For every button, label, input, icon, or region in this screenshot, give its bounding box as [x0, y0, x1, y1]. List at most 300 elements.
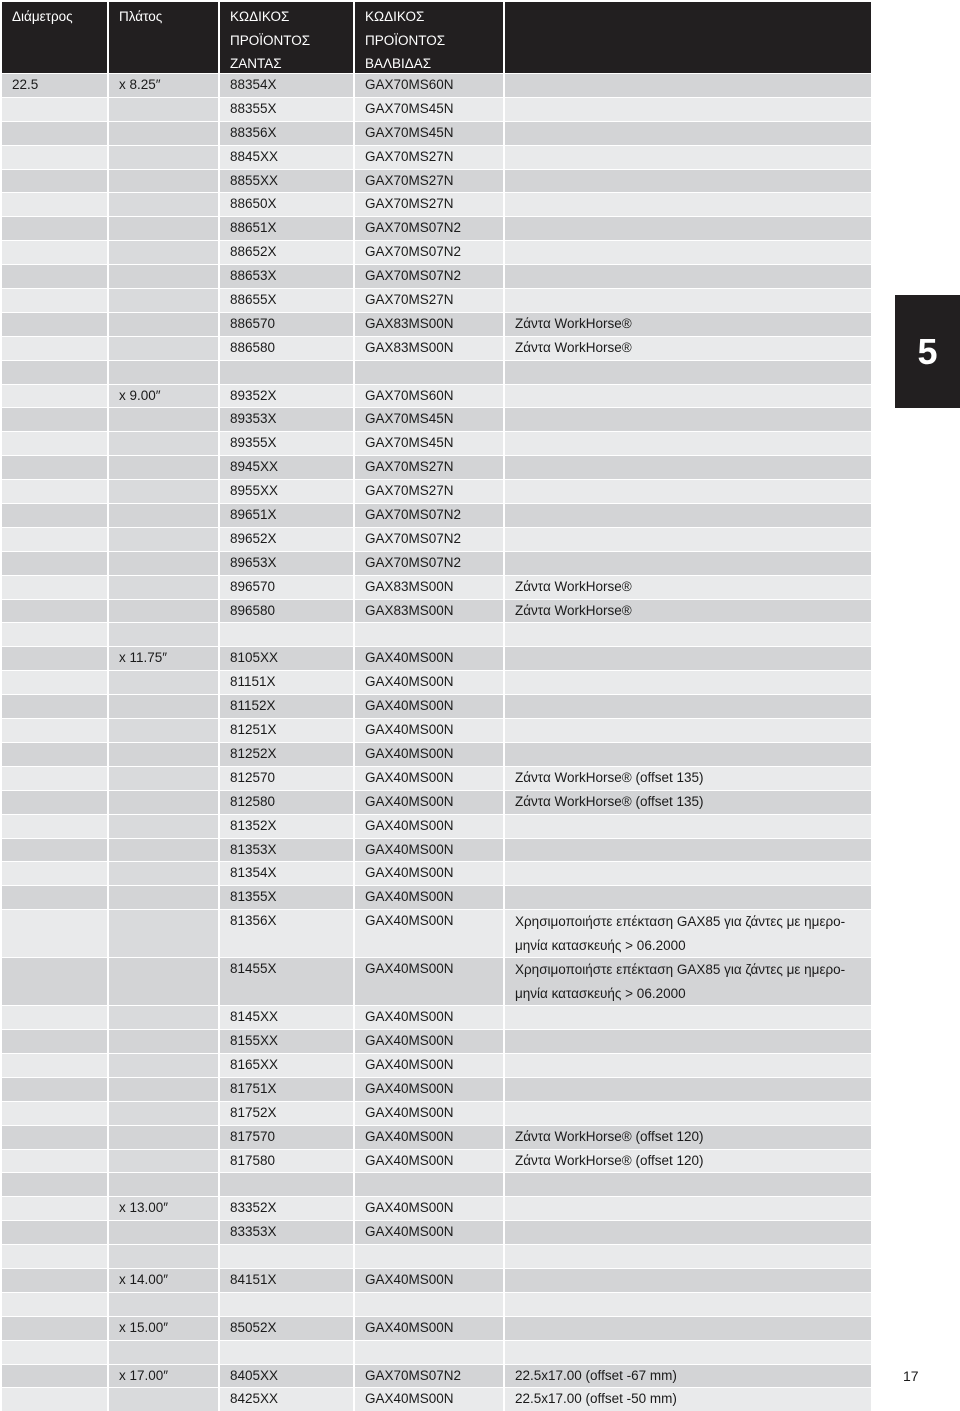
table-cell — [109, 1102, 220, 1125]
table-cell — [505, 862, 871, 885]
table-cell: x 15.00″ — [109, 1317, 220, 1340]
table-cell: GAX70MS07N2 — [355, 504, 505, 527]
table-row — [2, 431, 871, 455]
table-cell: 8165XX — [220, 1054, 355, 1077]
table-cell — [505, 647, 871, 670]
table-cell — [109, 1078, 220, 1101]
table-cell: GAX70MS27N — [355, 456, 505, 479]
table-row — [2, 742, 871, 766]
table-row — [2, 622, 871, 646]
table-cell: 88653X — [220, 265, 355, 288]
table-cell — [505, 1317, 871, 1340]
table-cell — [505, 839, 871, 862]
header-diameter — [2, 2, 109, 73]
table-cell — [109, 623, 220, 646]
table-cell: 8855XX — [220, 170, 355, 193]
table-cell — [505, 146, 871, 169]
page-number: 17 — [903, 1368, 919, 1384]
table-cell — [109, 528, 220, 551]
table-cell — [109, 576, 220, 599]
table-cell — [2, 361, 109, 384]
table-cell: 817580 — [220, 1150, 355, 1173]
table-cell: GAX70MS27N — [355, 170, 505, 193]
section-tab: 5 — [895, 295, 960, 408]
table-row — [2, 1172, 871, 1196]
table-row — [2, 1125, 871, 1149]
table-header — [2, 2, 871, 73]
table-cell — [2, 170, 109, 193]
table-cell — [2, 432, 109, 455]
table-cell: GAX40MS00N — [355, 862, 505, 885]
table-cell: 81455X — [220, 958, 355, 1005]
table-cell: Ζάντα WorkHorse® (offset 135) — [505, 791, 871, 814]
table-cell — [109, 289, 220, 312]
table-cell: GAX40MS00N — [355, 958, 505, 1005]
table-cell: Ζάντα WorkHorse® — [505, 600, 871, 623]
table-cell: GAX40MS00N — [355, 839, 505, 862]
table-cell: 81252X — [220, 743, 355, 766]
table-cell — [2, 1078, 109, 1101]
table-cell: 886570 — [220, 313, 355, 336]
table-cell: 88650X — [220, 193, 355, 216]
table-cell — [2, 289, 109, 312]
table-cell: GAX70MS45N — [355, 408, 505, 431]
table-cell — [109, 910, 220, 957]
table-cell: GAX40MS00N — [355, 671, 505, 694]
table-cell: GAX40MS00N — [355, 1150, 505, 1173]
table-cell — [2, 313, 109, 336]
table-cell — [109, 1245, 220, 1268]
table-cell — [505, 480, 871, 503]
table-cell: Ζάντα WorkHorse® — [505, 576, 871, 599]
table-row — [2, 192, 871, 216]
table-row — [2, 407, 871, 431]
table-cell: 81352X — [220, 815, 355, 838]
table-row — [2, 670, 871, 694]
table-cell — [109, 1126, 220, 1149]
table-cell: 83352X — [220, 1197, 355, 1220]
table-cell — [505, 122, 871, 145]
table-cell — [109, 408, 220, 431]
table-cell: GAX40MS00N — [355, 1054, 505, 1077]
table-row — [2, 216, 871, 240]
table-cell: x 9.00″ — [109, 385, 220, 408]
table-cell — [2, 265, 109, 288]
table-cell: GAX70MS27N — [355, 193, 505, 216]
table-cell: GAX40MS00N — [355, 1006, 505, 1029]
table-row — [2, 264, 871, 288]
table-row — [2, 694, 871, 718]
table-cell — [109, 170, 220, 193]
table-cell — [220, 1341, 355, 1364]
table-cell: Ζάντα WorkHorse® (offset 120) — [505, 1126, 871, 1149]
table-cell — [505, 1102, 871, 1125]
table-cell — [505, 265, 871, 288]
table-row — [2, 718, 871, 742]
table-cell — [505, 1030, 871, 1053]
table-cell — [109, 1150, 220, 1173]
table-cell — [2, 815, 109, 838]
table-cell — [109, 743, 220, 766]
header-line: Διάμετρος — [12, 9, 73, 24]
table-cell — [2, 1245, 109, 1268]
table-cell: Χρησιμοποιήστε επέκταση GAX85 για ζάντες με ημερο- μηνία κατασκευής > 06.2000 — [505, 958, 871, 1005]
table-row — [2, 646, 871, 670]
table-cell — [355, 623, 505, 646]
table-cell: GAX83MS00N — [355, 576, 505, 599]
table-cell: 896570 — [220, 576, 355, 599]
table-row — [2, 1387, 871, 1411]
table-cell — [2, 528, 109, 551]
table-cell: x 13.00″ — [109, 1197, 220, 1220]
table-cell — [505, 385, 871, 408]
table-cell — [2, 1006, 109, 1029]
table-cell — [2, 1221, 109, 1244]
table-cell — [220, 361, 355, 384]
table-cell — [2, 146, 109, 169]
table-cell: 22.5x17.00 (offset -67 mm) — [505, 1365, 871, 1388]
table-cell — [2, 241, 109, 264]
table-cell — [2, 1197, 109, 1220]
table-row — [2, 1316, 871, 1340]
table-cell: x 14.00″ — [109, 1269, 220, 1292]
table-cell — [2, 217, 109, 240]
table-cell — [109, 265, 220, 288]
table-cell: 88651X — [220, 217, 355, 240]
table-cell: 812570 — [220, 767, 355, 790]
table-cell — [2, 504, 109, 527]
table-row — [2, 240, 871, 264]
table-cell — [2, 862, 109, 885]
header-line: ΠΡΟΪΟΝΤΟΣ — [365, 32, 446, 48]
table-row — [2, 1268, 871, 1292]
table-cell: 89355X — [220, 432, 355, 455]
table-row — [2, 885, 871, 909]
table-cell — [109, 193, 220, 216]
table-cell — [2, 408, 109, 431]
table-cell: 89652X — [220, 528, 355, 551]
table-cell — [505, 1293, 871, 1316]
table-cell: GAX40MS00N — [355, 815, 505, 838]
header-line: Πλάτος — [119, 9, 163, 24]
table-cell — [109, 98, 220, 121]
table-cell — [355, 1341, 505, 1364]
table-cell: 817570 — [220, 1126, 355, 1149]
table-cell — [505, 552, 871, 575]
table-row — [2, 1196, 871, 1220]
table-cell: GAX40MS00N — [355, 743, 505, 766]
table-cell: 8425XX — [220, 1388, 355, 1411]
table-cell: 81752X — [220, 1102, 355, 1125]
table-cell — [355, 1173, 505, 1196]
table-cell: GAX70MS27N — [355, 289, 505, 312]
table-cell — [220, 1245, 355, 1268]
table-row — [2, 288, 871, 312]
table-cell: GAX40MS00N — [355, 910, 505, 957]
table-cell: GAX40MS00N — [355, 1126, 505, 1149]
table-cell — [109, 1293, 220, 1316]
table-cell: GAX40MS00N — [355, 719, 505, 742]
table-cell: 84151X — [220, 1269, 355, 1292]
table-cell — [355, 1293, 505, 1316]
table-cell: 8955XX — [220, 480, 355, 503]
table-cell: 8145XX — [220, 1006, 355, 1029]
table-cell — [109, 695, 220, 718]
table-cell: GAX40MS00N — [355, 695, 505, 718]
table-cell — [505, 695, 871, 718]
table-row — [2, 1292, 871, 1316]
table-cell — [109, 480, 220, 503]
table-row — [2, 599, 871, 623]
table-cell — [2, 1126, 109, 1149]
table-cell — [505, 289, 871, 312]
table-cell: x 17.00″ — [109, 1365, 220, 1388]
table-cell: 81251X — [220, 719, 355, 742]
table-row — [2, 1340, 871, 1364]
table-row — [2, 838, 871, 862]
table-row — [2, 1029, 871, 1053]
table-cell — [505, 361, 871, 384]
table-cell — [2, 98, 109, 121]
table-cell — [109, 552, 220, 575]
table-row — [2, 503, 871, 527]
table-cell: 81354X — [220, 862, 355, 885]
table-cell: GAX70MS07N2 — [355, 1365, 505, 1388]
table-cell: 89653X — [220, 552, 355, 575]
header-line: ΚΩΔΙΚΟΣ — [230, 9, 290, 24]
table-cell: Ζάντα WorkHorse® — [505, 313, 871, 336]
table-cell: GAX40MS00N — [355, 1030, 505, 1053]
table-cell — [2, 600, 109, 623]
table-cell: 88354X — [220, 74, 355, 97]
table-cell — [2, 480, 109, 503]
header-valve-code — [355, 2, 505, 73]
table-cell: 85052X — [220, 1317, 355, 1340]
table-row — [2, 121, 871, 145]
table-cell: 89353X — [220, 408, 355, 431]
table-cell — [2, 552, 109, 575]
table-cell — [2, 1341, 109, 1364]
table-cell — [505, 217, 871, 240]
table-cell — [505, 241, 871, 264]
table-row — [2, 1053, 871, 1077]
table-cell — [505, 1269, 871, 1292]
table-cell — [505, 456, 871, 479]
table-cell — [2, 839, 109, 862]
table-cell — [2, 1054, 109, 1077]
table-cell: 8405XX — [220, 1365, 355, 1388]
table-cell — [109, 1388, 220, 1411]
table-cell — [109, 217, 220, 240]
table-cell: 896580 — [220, 600, 355, 623]
table-row — [2, 766, 871, 790]
table-cell: GAX40MS00N — [355, 767, 505, 790]
table-cell: 886580 — [220, 337, 355, 360]
table-cell — [505, 1173, 871, 1196]
table-cell — [505, 193, 871, 216]
table-cell — [109, 313, 220, 336]
table-cell — [109, 719, 220, 742]
table-cell: 81751X — [220, 1078, 355, 1101]
table-cell — [2, 1317, 109, 1340]
table-cell — [505, 74, 871, 97]
table-cell — [109, 958, 220, 1005]
table-cell: GAX70MS07N2 — [355, 217, 505, 240]
table-row — [2, 861, 871, 885]
table-cell — [109, 839, 220, 862]
header-rim-code — [220, 2, 355, 73]
header-width — [109, 2, 220, 73]
table-cell — [505, 719, 871, 742]
table-cell — [505, 98, 871, 121]
table-row — [2, 814, 871, 838]
header-line: ΖΑΝΤΑΣ — [230, 56, 282, 71]
table-cell: GAX40MS00N — [355, 1269, 505, 1292]
table-cell — [109, 886, 220, 909]
table-cell — [220, 623, 355, 646]
table-cell: 81356X — [220, 910, 355, 957]
table-cell: 88356X — [220, 122, 355, 145]
table-cell: 81355X — [220, 886, 355, 909]
table-cell: GAX40MS00N — [355, 1221, 505, 1244]
table-cell — [109, 432, 220, 455]
table-cell — [2, 122, 109, 145]
table-cell: GAX40MS00N — [355, 1197, 505, 1220]
table-cell: 8155XX — [220, 1030, 355, 1053]
table-cell — [2, 671, 109, 694]
table-cell: GAX40MS00N — [355, 1317, 505, 1340]
table-cell — [2, 886, 109, 909]
table-cell — [2, 910, 109, 957]
table-cell: GAX83MS00N — [355, 337, 505, 360]
table-row — [2, 1005, 871, 1029]
table-cell: Ζάντα WorkHorse® — [505, 337, 871, 360]
table-cell — [109, 600, 220, 623]
table-cell — [505, 504, 871, 527]
table-row — [2, 97, 871, 121]
table-cell — [2, 456, 109, 479]
table-cell — [2, 1388, 109, 1411]
table-row — [2, 575, 871, 599]
table-cell — [109, 1054, 220, 1077]
table-cell: GAX83MS00N — [355, 600, 505, 623]
table-cell — [355, 1245, 505, 1268]
table-cell — [2, 767, 109, 790]
table-cell: 22.5 — [2, 74, 109, 97]
table-cell — [505, 408, 871, 431]
table-cell: Χρησιμοποιήστε επέκταση GAX85 για ζάντες με ημερο- μηνία κατασκευής > 06.2000 — [505, 910, 871, 957]
table-cell — [109, 1006, 220, 1029]
table-cell — [2, 385, 109, 408]
table-cell — [505, 886, 871, 909]
table-row — [2, 455, 871, 479]
table-cell — [505, 1054, 871, 1077]
table-cell: GAX70MS07N2 — [355, 552, 505, 575]
table-cell — [109, 767, 220, 790]
table-cell — [2, 337, 109, 360]
header-line: ΠΡΟΪΟΝΤΟΣ — [230, 32, 311, 48]
table-cell: Ζάντα WorkHorse® (offset 120) — [505, 1150, 871, 1173]
table-cell — [505, 671, 871, 694]
table-cell — [2, 193, 109, 216]
table-row — [2, 551, 871, 575]
table-cell: GAX40MS00N — [355, 647, 505, 670]
table-cell: GAX40MS00N — [355, 1078, 505, 1101]
table-cell — [109, 1221, 220, 1244]
header-line: ΒΑΛΒΙΔΑΣ — [365, 56, 432, 71]
table-cell — [2, 791, 109, 814]
table-cell: GAX70MS07N2 — [355, 528, 505, 551]
table-cell — [505, 432, 871, 455]
header-line: ΚΩΔΙΚΟΣ — [365, 9, 425, 24]
table-cell: GAX70MS45N — [355, 122, 505, 145]
table-cell — [2, 695, 109, 718]
table-cell: 8105XX — [220, 647, 355, 670]
table-row — [2, 312, 871, 336]
table-cell — [2, 719, 109, 742]
table-row — [2, 1244, 871, 1268]
table-row — [2, 909, 871, 957]
table-body — [2, 73, 871, 1411]
table-cell — [2, 743, 109, 766]
table-cell: 81152X — [220, 695, 355, 718]
table-row — [2, 1077, 871, 1101]
table-cell: x 8.25″ — [109, 74, 220, 97]
table-row — [2, 73, 871, 97]
table-cell — [505, 528, 871, 551]
table-row — [2, 957, 871, 1005]
table-cell: 88355X — [220, 98, 355, 121]
table-cell: GAX70MS27N — [355, 480, 505, 503]
table-cell — [355, 361, 505, 384]
table-cell — [109, 504, 220, 527]
table-cell — [505, 815, 871, 838]
table-cell: GAX40MS00N — [355, 1388, 505, 1411]
table-cell: 89651X — [220, 504, 355, 527]
table-cell — [505, 1245, 871, 1268]
table-cell — [220, 1293, 355, 1316]
table-cell: GAX70MS27N — [355, 146, 505, 169]
table-cell — [2, 1102, 109, 1125]
table-row — [2, 145, 871, 169]
table-cell: GAX40MS00N — [355, 886, 505, 909]
table-cell — [505, 1341, 871, 1364]
table-row — [2, 360, 871, 384]
table-cell — [109, 1341, 220, 1364]
table-cell: x 11.75″ — [109, 647, 220, 670]
table-cell: 83353X — [220, 1221, 355, 1244]
table-cell: GAX70MS45N — [355, 432, 505, 455]
table-row — [2, 790, 871, 814]
table-cell: Ζάντα WorkHorse® (offset 135) — [505, 767, 871, 790]
table-cell: 8845XX — [220, 146, 355, 169]
table-cell — [505, 170, 871, 193]
table-row — [2, 1101, 871, 1125]
rim-valve-table — [2, 2, 871, 1411]
table-cell: GAX70MS45N — [355, 98, 505, 121]
table-row — [2, 1220, 871, 1244]
table-cell — [505, 1078, 871, 1101]
table-cell — [505, 743, 871, 766]
table-cell — [220, 1173, 355, 1196]
table-cell — [109, 815, 220, 838]
table-cell — [505, 623, 871, 646]
table-row — [2, 479, 871, 503]
table-cell — [109, 337, 220, 360]
table-cell — [2, 623, 109, 646]
table-cell — [109, 1173, 220, 1196]
table-row — [2, 169, 871, 193]
